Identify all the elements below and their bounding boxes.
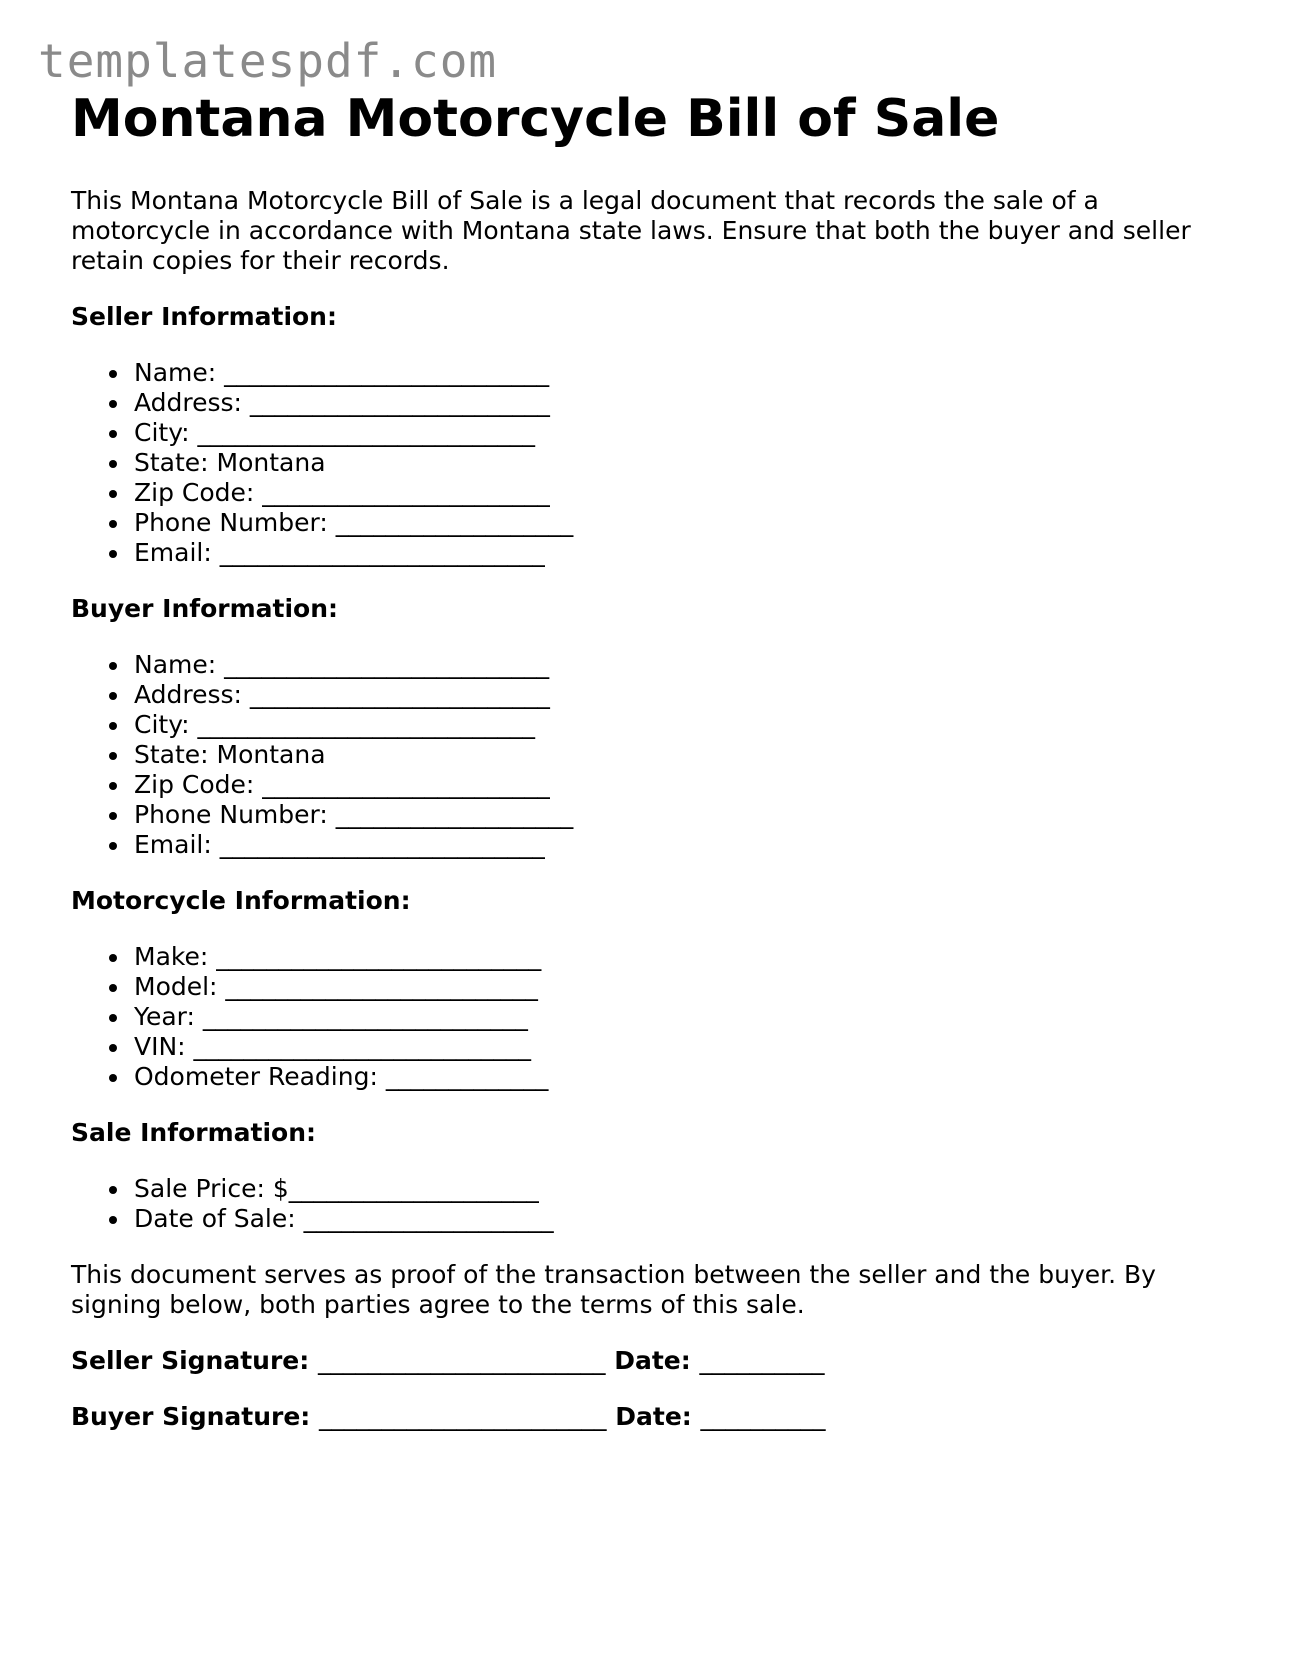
document-page [71, 88, 1231, 1432]
sale-list [71, 1174, 1231, 1234]
buyer-address-field[interactable]: Address: ________________________ [134, 680, 1231, 710]
buyer-list [71, 650, 1231, 860]
seller-signature-label: Seller Signature: [71, 1346, 310, 1376]
motorcycle-list [71, 942, 1231, 1092]
sale-heading: Sale Information: [71, 1118, 316, 1148]
buyer-date-label: Date: [615, 1402, 692, 1432]
seller-city-field[interactable]: City: ___________________________ [134, 418, 1231, 448]
seller-zip-field[interactable]: Zip Code: _______________________ [134, 478, 1231, 508]
buyer-phone-field[interactable]: Phone Number: ___________________ [134, 800, 1231, 830]
buyer-name-field[interactable]: Name: __________________________ [134, 650, 1231, 680]
seller-email-field[interactable]: Email: __________________________ [134, 538, 1231, 568]
seller-signature-line[interactable]: _______________________ [317, 1346, 606, 1376]
motorcycle-make-field[interactable]: Make: __________________________ [134, 942, 1231, 972]
seller-state-field: State: Montana [134, 448, 1231, 478]
page-title: Montana Motorcycle Bill of Sale [71, 89, 1000, 149]
seller-signature-row [71, 1346, 1231, 1376]
watermark-logo: templatespdf.com [38, 34, 498, 88]
motorcycle-vin-field[interactable]: VIN: ___________________________ [134, 1032, 1231, 1062]
seller-list [71, 358, 1231, 568]
buyer-email-field[interactable]: Email: __________________________ [134, 830, 1231, 860]
motorcycle-year-field[interactable]: Year: __________________________ [134, 1002, 1231, 1032]
buyer-heading: Buyer Information: [71, 594, 339, 624]
buyer-signature-row [71, 1402, 1231, 1432]
seller-date-label: Date: [614, 1346, 691, 1376]
closing-paragraph: This document serves as proof of the transaction between the seller and the buyer. By signing below, both parties agree to the terms of this sale. [71, 1260, 1156, 1320]
sale-date-field[interactable]: Date of Sale: ____________________ [134, 1204, 1231, 1234]
seller-phone-field[interactable]: Phone Number: ___________________ [134, 508, 1231, 538]
buyer-zip-field[interactable]: Zip Code: _______________________ [134, 770, 1231, 800]
buyer-date-line[interactable]: __________ [700, 1402, 826, 1432]
buyer-signature-label: Buyer Signature: [71, 1402, 311, 1432]
motorcycle-model-field[interactable]: Model: _________________________ [134, 972, 1231, 1002]
motorcycle-odometer-field[interactable]: Odometer Reading: _____________ [134, 1062, 1231, 1092]
buyer-signature-line[interactable]: _______________________ [319, 1402, 607, 1432]
buyer-city-field[interactable]: City: ___________________________ [134, 710, 1231, 740]
seller-heading: Seller Information: [71, 302, 337, 332]
motorcycle-heading: Motorcycle Information: [71, 886, 411, 916]
sale-price-field[interactable]: Sale Price: $____________________ [134, 1174, 1231, 1204]
seller-name-field[interactable]: Name: __________________________ [134, 358, 1231, 388]
intro-paragraph: This Montana Motorcycle Bill of Sale is a legal document that records the sale of a motorcycle in accordance with Montana state laws. Ensure that both the buyer and seller retain copies for their records. [71, 186, 1191, 276]
seller-address-field[interactable]: Address: ________________________ [134, 388, 1231, 418]
buyer-state-field: State: Montana [134, 740, 1231, 770]
seller-date-line[interactable]: __________ [699, 1346, 825, 1376]
